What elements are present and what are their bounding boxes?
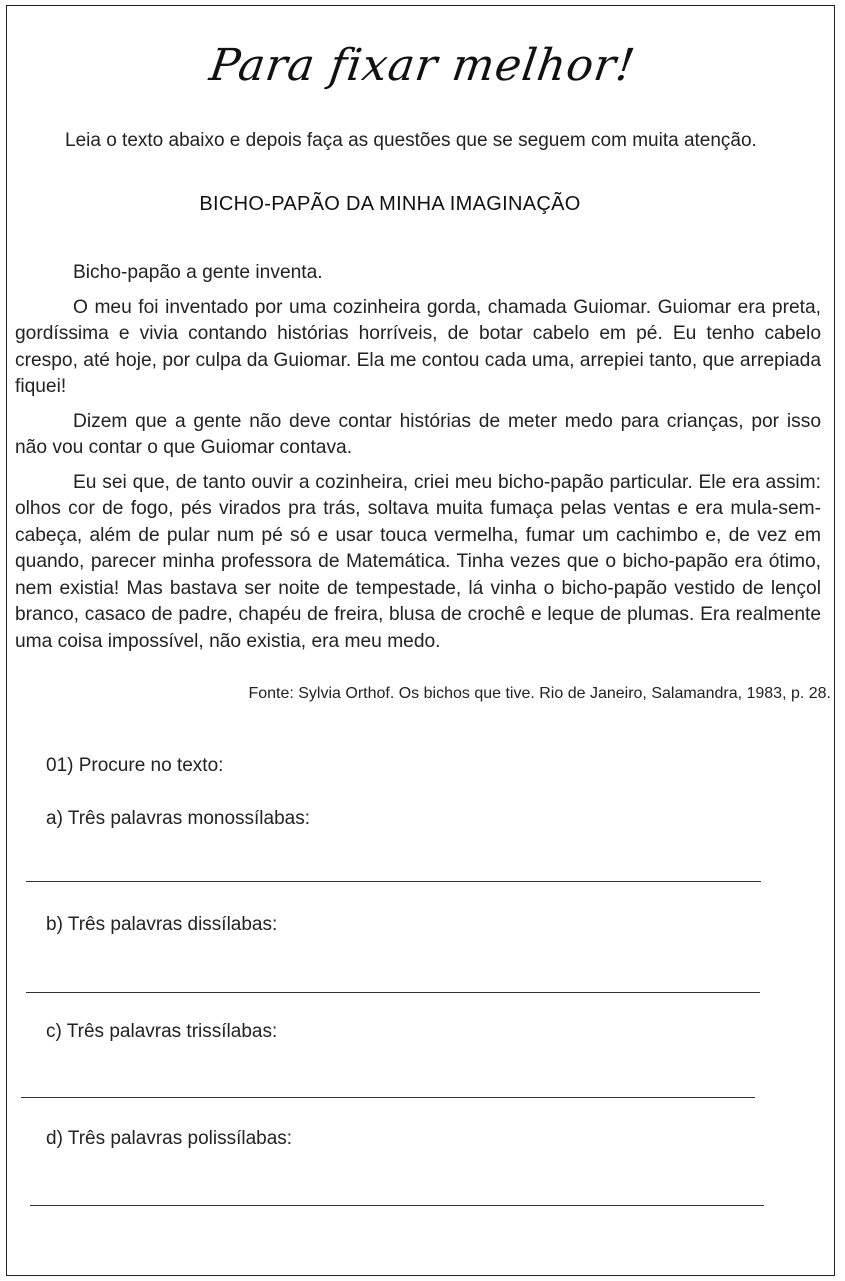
- answer-line-d[interactable]: [30, 1205, 764, 1206]
- story-body: [15, 260, 821, 663]
- answer-line-b[interactable]: [26, 992, 760, 993]
- question-item-b: b) Três palavras dissílabas:: [46, 914, 278, 935]
- story-paragraph: Eu sei que, de tanto ouvir a cozinheira, criei meu bicho-papão particular. Ele era assim: olhos cor de fogo, pés virados pra trás, soltava muita fumaça pelas ventas e era mula-sem-cabeça, além de pular num pé só e usar touca vermelha, fumar um cachimbo e, de vez em quando, parecer minha professora de Matemática. Tinha vezes que o bicho-papão era ótimo, nem existia! Mas bastava ser noite de tempestade, lá vinha o bicho-papão vestido de lençol branco, casaco de padre, chapéu de freira, blusa de crochê e leque de plumas. Era realmente uma coisa impossível, não existia, era meu medo.: [15, 471, 821, 652]
- answer-line-c[interactable]: [21, 1097, 755, 1098]
- story-paragraph: Bicho-papão a gente inventa.: [73, 262, 323, 283]
- question-item-a: a) Três palavras monossílabas:: [46, 808, 311, 829]
- answer-line-a[interactable]: [26, 881, 761, 882]
- story-paragraph: Dizem que a gente não deve contar histórias de meter medo para crianças, por isso não vou contar o que Guiomar contava.: [15, 410, 821, 458]
- story-paragraph: O meu foi inventado por uma cozinheira gorda, chamada Guiomar. Guiomar era preta, gordíssima e vivia contando histórias horríveis, de botar cabelo em pé. Eu tenho cabelo crespo, até hoje, por culpa da Guiomar. Ela me contou cada uma, arrepiei tanto, que arrepiada fiquei!: [15, 296, 821, 397]
- source-citation: Fonte: Sylvia Orthof. Os bichos que tive. Rio de Janeiro, Salamandra, 1983, p. 28.: [248, 685, 831, 702]
- question-item-d: d) Três palavras polissílabas:: [46, 1128, 293, 1149]
- instructions: Leia o texto abaixo e depois faça as questões que se seguem com muita atenção.: [65, 130, 757, 151]
- page-title: Para fixar melhor!: [206, 40, 639, 91]
- question-main: 01) Procure no texto:: [46, 755, 224, 776]
- story-heading: BICHO-PAPÃO DA MINHA IMAGINAÇÃO: [199, 193, 581, 215]
- question-item-c: c) Três palavras trissílabas:: [46, 1021, 278, 1042]
